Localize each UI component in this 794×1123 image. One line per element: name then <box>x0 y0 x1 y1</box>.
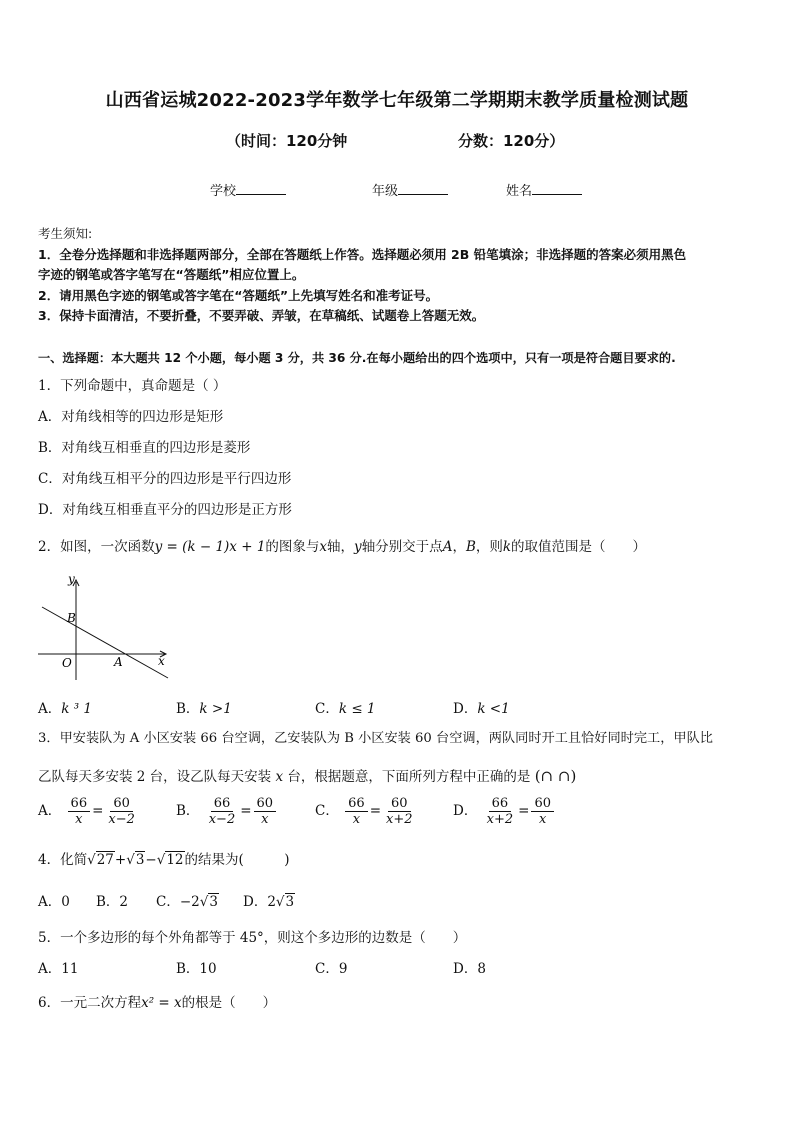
q3-option-d: D． $\frac{66}{x+2}$ = $\frac{60}{x}$ <box>453 796 556 827</box>
q2-option-d: D．k <1 <box>453 701 510 717</box>
q2-option-a: A．k ³ 1 <box>38 701 93 717</box>
notice-line-3: 3．保持卡面清洁，不要折叠，不要弄破、弄皱，在草稿纸、试题卷上答题无效。 <box>38 308 485 323</box>
graph-label-y: y <box>68 572 75 586</box>
q2-option-c: C．k ≤ 1 <box>315 701 376 717</box>
q1-option-c: C．对角线互相平分的四边形是平行四边形 <box>38 471 292 487</box>
graph-label-x: x <box>158 654 165 668</box>
exam-score: 分数：120分） <box>458 132 565 150</box>
q1-option-d: D．对角线互相垂直平分的四边形是正方形 <box>38 502 292 518</box>
name-label: 姓名 <box>506 184 533 199</box>
q3-stem-line2: 乙队每天多安装 2 台，设乙队每天安装 x 台，根据题意，下面所列方程中正确的是 (∩ ∩) <box>38 767 577 785</box>
school-blank <box>236 182 286 195</box>
name-blank <box>532 182 582 195</box>
q2-option-b: B．k >1 <box>176 701 232 717</box>
grade-blank <box>398 182 448 195</box>
q1-option-a: A．对角线相等的四边形是矩形 <box>38 409 224 425</box>
q1-option-b: B．对角线互相垂直的四边形是菱形 <box>38 440 251 456</box>
q2-formula: y = (k − 1)x + 1 <box>154 539 266 555</box>
q3-option-a: A． $\frac{66}{x}$ = $\frac{60}{x-2}$ <box>38 796 135 827</box>
q4-option-c: C．−2√3 <box>156 894 218 910</box>
grade-field <box>372 180 448 199</box>
notice-line-2: 2．请用黑色字迹的钢笔或答字笔在“答题纸”上先填写姓名和准考证号。 <box>38 288 439 303</box>
q2-graph <box>34 572 179 684</box>
exam-time: （时间：120分钟 <box>226 132 348 150</box>
q5-option-a: A．11 <box>38 961 79 977</box>
notice-heading: 考生须知: <box>38 226 93 241</box>
school-field <box>210 180 286 199</box>
q4-option-d: D．2√3 <box>243 894 295 910</box>
school-label: 学校 <box>210 184 237 199</box>
graph-label-a: A <box>114 655 123 669</box>
graph-label-o: O <box>62 656 72 670</box>
q6-stem: 6．一元二次方程x² = x的根是（ ） <box>38 995 277 1011</box>
q6-formula: x² = x <box>141 995 182 1011</box>
page-title: 山西省运城2022-2023学年数学七年级第二学期期末教学质量检测试题 <box>105 90 689 111</box>
q5-option-b: B．10 <box>176 961 217 977</box>
sqrt-27: √27 <box>87 852 114 868</box>
name-field <box>506 180 582 199</box>
q5-option-c: C．9 <box>315 961 348 977</box>
notice-line-1b: 字迹的钢笔或答字笔写在“答题纸”相应位置上。 <box>38 267 305 282</box>
q3-stem-line1: 3．甲安装队为 A 小区安装 66 台空调，乙安装队为 B 小区安装 60 台空调，两队同时开工且恰好同时完工，甲队比 <box>38 731 713 746</box>
q4-option-b: B．2 <box>96 894 129 910</box>
sqrt-12: √12 <box>156 852 184 868</box>
q3-option-b: B． $\frac{66}{x-2}$ = $\frac{60}{x}$ <box>176 796 278 827</box>
q4-option-a: A．0 <box>38 894 70 910</box>
sqrt-3: √3 <box>126 852 145 868</box>
section-heading: 一、选择题：本大题共 12 个小题，每小题 3 分，共 36 分.在每小题给出的四个选项中，只有一项是符合题目要求的. <box>38 351 676 365</box>
q4-stem: 4．化简√27+√3−√12的结果为( ) <box>38 852 290 868</box>
notice-line-1a: 1．全卷分选择题和非选择题两部分，全部在答题纸上作答。选择题必须用 2B 铅笔填涂；非选择题的答案必须用黑色 <box>38 247 687 262</box>
q5-stem: 5．一个多边形的每个外角都等于 45°，则这个多边形的边数是（ ） <box>38 930 467 946</box>
graph-function-line <box>42 607 168 678</box>
q5-option-d: D．8 <box>453 961 486 977</box>
grade-label: 年级 <box>372 184 399 199</box>
q2-stem: 2．如图，一次函数y = (k − 1)x + 1的图象与x轴，y轴分别交于点A，B，则k的取值范围是（ ） <box>38 539 647 555</box>
q1-stem: 1．下列命题中，真命题是（ ） <box>38 378 227 394</box>
graph-label-b: B <box>67 611 76 625</box>
q3-option-c: C． $\frac{66}{x}$ = $\frac{60}{x+2}$ <box>315 796 413 827</box>
